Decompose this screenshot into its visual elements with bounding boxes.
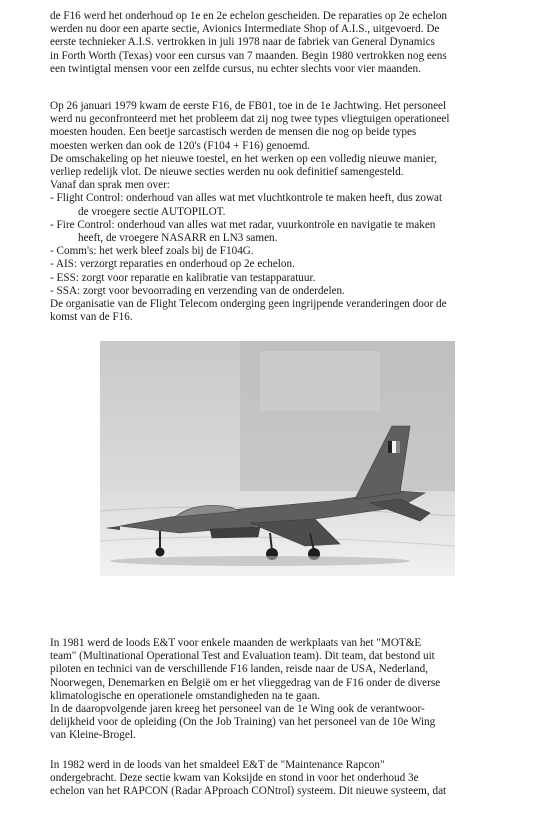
text-line: In de daaropvolgende jaren kreeg het personeel van de 1e Wing ook de verantwoor-	[50, 703, 425, 716]
text-line: eerste technieker A.I.S. vertrokken in juli 1978 naar de fabriek van General Dynamics	[50, 36, 435, 49]
text-line: In 1982 werd in de loods van het smaldeel E&T de "Maintenance Rapcon"	[50, 759, 385, 771]
list-item-ais: - AIS: verzorgt reparaties en onderhoud op 2e echelon.	[50, 258, 295, 271]
list-item-fire-control: - Fire Control: onderhoud van alles wat met radar, vuurkontrole en navigatie te maken	[50, 218, 436, 231]
text-line: Vanaf dan sprak men over:	[50, 179, 170, 192]
list-item-continuation: de vroegere sectie AUTOPILOT.	[78, 205, 226, 218]
paragraph-first-f16	[50, 100, 532, 324]
paragraph-ais-history	[50, 10, 532, 76]
paragraph-mote-team	[50, 637, 532, 743]
list-item-flight-control: - Flight Control: onderhoud van alles wat met vluchtkontrole te maken heeft, dus zowat	[50, 192, 443, 205]
text-line: verliep redelijk vlot. De nieuwe secties werden nu ook definitief samengesteld.	[50, 166, 404, 179]
text-line: piloten en technici van de verschillende F16 landen, reisde naar de USA, Nederland,	[50, 663, 429, 676]
f16-photo	[100, 341, 455, 576]
text-line: komst van de F16.	[50, 311, 133, 324]
text-line: Op 26 januari 1979 kwam de eerste F16, de FB01, toe in de 1e Jachtwing. Het personeel	[50, 100, 447, 112]
text-line: de F16 werd het onderhoud op 1e en 2e echelon gescheiden. De reparaties op 2e echelon	[50, 10, 448, 22]
text-line: klimatologische en operationele omstandigheden na te gaan.	[50, 689, 320, 702]
list-item-continuation: heeft, de vroegere NASARR en LN3 samen.	[78, 232, 278, 245]
list-item-ess: - ESS: zorgt voor reparatie en kalibratie van testapparatuur.	[50, 271, 316, 284]
text-line: in Forth Worth (Texas) voor een cursus van 7 maanden. Begin 1980 vertrokken nog eens	[50, 49, 447, 62]
text-line: echelon van het RAPCON (Radar APproach CONtrol) systeem. Dit nieuwe systeem, dat	[50, 785, 447, 798]
text-line: De organisatie van de Flight Telecom onderging geen ingrijpende veranderingen door de	[50, 298, 447, 311]
text-line: werd nu geconfronteerd met het probleem dat zij nog twee types vliegtuigen operationeel	[50, 113, 450, 126]
text-line: een twintigtal mensen voor een zelfde cursus, nu echter slechts voor vier maanden.	[50, 62, 421, 75]
list-item-ssa: - SSA: zorgt voor bevoorrading en verzending van de onderdelen.	[50, 284, 345, 297]
text-line: delijkheid voor de opleiding (On the Job Training) van het personeel van de 10e Wing	[50, 716, 436, 729]
text-line: In 1981 werd de loods E&T voor enkele maanden de werkplaats van het "MOT&E	[50, 637, 422, 649]
text-line: team" (Multinational Operational Test and Evaluation team). Dit team, dat bestond uit	[50, 650, 435, 663]
paragraph-maintenance-rapcon	[50, 759, 532, 799]
text-line: werden nu door een aparte sectie, Avionics Intermediate Shop of A.I.S., uitgevoerd. De	[50, 23, 440, 36]
text-line: Noorwegen, Denemarken en België om er het vlieggedrag van de F16 onder de diverse	[50, 676, 441, 689]
text-line: moesten houden. Een beetje sarcastisch werden de mensen die nog op beide types	[50, 126, 417, 139]
text-line: De omschakeling op het nieuwe toestel, en het werken op een volledig nieuwe manier,	[50, 152, 437, 165]
text-line: moesten werken dan ook de 120's (F104 + F16) genoemd.	[50, 139, 311, 152]
list-item-comms: - Comm's: het werk bleef zoals bij de F104G.	[50, 245, 254, 258]
text-line: ondergebracht. Deze sectie kwam van Koksijde en stond in voor het onderhoud 3e	[50, 772, 419, 785]
text-line: van Kleine-Brogel.	[50, 729, 136, 742]
